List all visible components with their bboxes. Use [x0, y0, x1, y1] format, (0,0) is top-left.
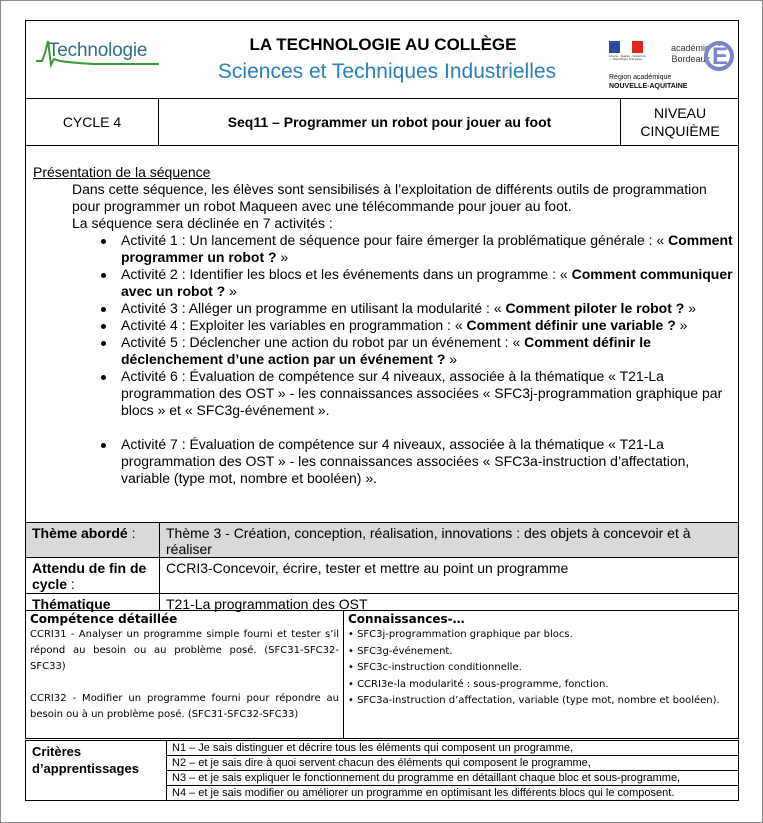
activity-item: Activité 1 : Un lancement de séquence pour faire émerger la problématique générale : « Comment programmer un robot ? »: [97, 232, 733, 266]
sequence-title: Seq11 – Programmer un robot pour jouer au foot: [159, 99, 621, 145]
connaissance-item: • CCRI3e-la modularité : sous-programme, fonction.: [348, 678, 609, 690]
activity-item: Activité 4 : Exploiter les variables en programmation : « Comment définir une variable ? »: [97, 317, 733, 334]
academie-e-icon: É: [712, 43, 729, 70]
academie-label: académie: [670, 43, 710, 53]
theme-value: Thème 3 - Création, conception, réalisation, innovations : des objets à concevoir et à réaliser: [166, 525, 691, 557]
document-header: [25, 20, 739, 99]
criteria-label: Critères d’apprentissages: [32, 744, 139, 776]
connaissances-column: [344, 610, 739, 738]
academie-city: Bordeaux: [671, 54, 710, 64]
criteria-level-n3: N3 – et je sais expliquer le fonctionnement du programme en détaillant chaque bloc et sous-programme,: [166, 771, 738, 786]
region-label: Région académique NOUVELLE-AQUITAINE: [609, 74, 688, 90]
attendu-value: CCRI3-Concevoir, écrire, tester et mettre au point un programme: [166, 560, 569, 576]
thematique-value: T21-La programmation des OST: [166, 596, 368, 612]
republique-logo: [609, 41, 659, 63]
attendu-label: Attendu de fin de cycle: [32, 560, 147, 592]
competence-column: [26, 610, 344, 738]
niveau-cell: NIVEAU CINQUIÈME: [640, 105, 720, 139]
presentation-section: [25, 145, 739, 523]
criteria-section: [25, 740, 739, 801]
competence-item: CCRI31 - Analyser un programme simple fourni et tester s’il répond au besoin ou au problème posé. (SFC31-SFC32-SFC33): [30, 629, 339, 672]
activity-item: Activité 6 : Évaluation de compétence sur 4 niveaux, associée à la thématique « T21-La programmation des OST » - les connaissances associées « SFC3j-programmation graphique par blocs » et « SFC3g-événement ».: [97, 368, 733, 419]
criteria-levels: [166, 741, 738, 801]
presentation-intro: Dans cette séquence, les élèves sont sensibilisés à l’exploitation de différents outils de programmation pour programmer un robot Maqueen avec une télécommande pour jouer au foot.: [72, 181, 707, 214]
sequence-info-row: [25, 98, 739, 146]
competence-section: [25, 610, 739, 739]
activity-list: [97, 232, 733, 487]
page-title: LA TECHNOLOGIE AU COLLÈGE: [249, 35, 517, 54]
theme-table: [25, 522, 739, 611]
page-subtitle: Sciences et Techniques Industrielles: [217, 60, 557, 83]
theme-row: Thème abordé : Thème 3 - Création, conception, réalisation, innovations : des objets à concevoir et à réaliser: [25, 522, 739, 558]
academie-logo: [664, 39, 734, 77]
presentation-count: La séquence sera déclinée en 7 activités :: [72, 215, 333, 231]
competence-item: CCRI32 - Modifier un programme fourni pour répondre au besoin ou à un problème posé. (SFC31-SFC32-SFC33): [30, 693, 339, 720]
connaissance-item: • SFC3c-instruction conditionnelle.: [348, 662, 522, 673]
criteria-level-n1: N1 – Je sais distinguer et décrire tous les éléments qui composent un programme,: [166, 741, 738, 756]
activity-item: Activité 3 : Alléger un programme en utilisant la modularité : « Comment piloter le robot ? »: [97, 300, 733, 317]
competence-title: Compétence détaillée: [30, 612, 178, 626]
connaissance-item: • SFC3j-programmation graphique par blocs.: [348, 629, 573, 640]
presentation-title: Présentation de la séquence: [33, 164, 211, 180]
thematique-row: [25, 594, 739, 611]
activity-item: Activité 5 : Déclencher une action du robot par un événement : « Comment définir le déclenchement d’une action par un événement ? »: [97, 334, 733, 368]
connaissance-item: • SFC3g-événement.: [348, 645, 453, 657]
criteria-level-n2: N2 – et je sais dire à quoi servent chacun des éléments qui composent le programme,: [166, 756, 738, 771]
marianne-flag-icon: [609, 41, 643, 53]
cycle-cell: CYCLE 4: [26, 99, 159, 145]
activity-item: Activité 2 : Identifier les blocs et les événements dans un programme : « Comment communiquer avec un robot ? »: [97, 266, 733, 300]
gov-motto: Liberté · Égalité · Fraternité — République Française: [609, 54, 646, 61]
connaissance-item: • SFC3a-instruction d’affectation, variable (type mot, nombre et booléen).: [348, 695, 720, 706]
attendu-row: Attendu de fin de cycle : CCRI3-Concevoir, écrire, tester et mettre au point un programme: [25, 558, 739, 594]
logo-text: Technologie: [48, 40, 148, 61]
theme-label: Thème abordé: [32, 525, 128, 541]
criteria-level-n4: N4 – et je sais modifier ou améliorer un programme en optimisant les différents blocs qui le composent.: [166, 786, 738, 801]
connaissances-title: Connaissances-…: [348, 612, 465, 626]
activity-item: Activité 7 : Évaluation de compétence sur 4 niveaux, associée à la thématique « T21-La programmation des OST » - les connaissances associées « SFC3a-instruction d’affectation, variable (type mot, nombre et booléen) ».: [97, 436, 733, 487]
thematique-label: Thématique: [26, 594, 160, 610]
